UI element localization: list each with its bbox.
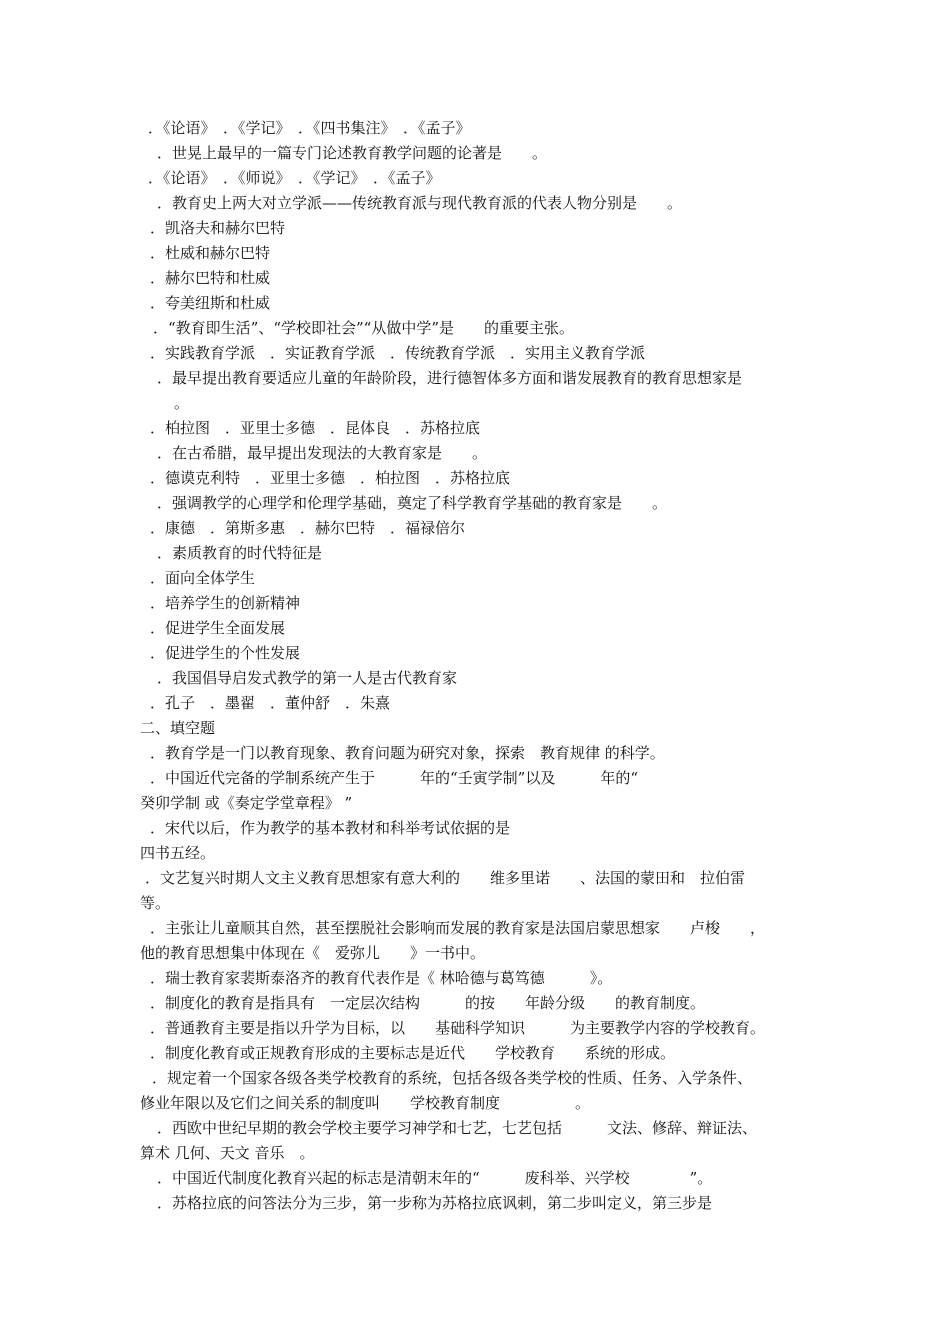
text-line: 癸卯学制 或《奏定学堂章程》 ” [140, 794, 353, 812]
text-line: ．规定着一个国家各级各类学校教育的系统，包括各级各类学校的性质、任务、入学条件、 [152, 1069, 753, 1087]
text-line: ．中国近代完备的学制系统产生于 年的“壬寅学制”以及 年的“ [150, 769, 639, 787]
text-line: ．教育史上两大对立学派——传统教育派与现代教育派的代表人物分别是 。 [157, 194, 683, 212]
text-line: ．世晃上最早的一篇专门论述教育教学问题的论著是 。 [157, 144, 548, 162]
text-line: 他的教育思想集中体现在《 爱弥儿 》一书中。 [140, 944, 486, 962]
text-line: ．凯洛夫和赫尔巴特 [150, 219, 286, 237]
text-line: ．面向全体学生 [150, 569, 256, 587]
text-line: ．制度化的教育是指具有 一定层次结构 的按 年龄分级 的教育制度。 [150, 994, 706, 1012]
text-line: ．制度化教育或正规教育形成的主要标志是近代 学校教育 系统的形成。 [150, 1044, 676, 1062]
text-line: ．《论语》 ．《学记》 ．《四书集注》 ．《孟子》 [148, 119, 471, 137]
text-line: ．杜威和赫尔巴特 [150, 244, 271, 262]
text-line: ．西欧中世纪早期的教会学校主要学习神学和七艺，七艺包括 文法、修辞、辩证法、 [157, 1119, 758, 1137]
text-line: ．苏格拉底的问答法分为三步，第一步称为苏格拉底讽刺，第二步叫定义，第三步是 [157, 1194, 713, 1212]
text-line: ．德谟克利特 ．亚里士多德 ．柏拉图 ．苏格拉底 [150, 469, 511, 487]
text-line: ．孔子 ．墨翟 ．董仲舒 ．朱熹 [150, 694, 391, 712]
text-line: ．夸美纽斯和杜威 [150, 294, 271, 312]
text-line: ．柏拉图 ．亚里士多德 ．昆体良 ．苏格拉底 [150, 419, 481, 437]
text-line: ．促进学生全面发展 [150, 619, 286, 637]
text-line: ．主张让儿童顺其自然，甚至摆脱社会影响而发展的教育家是法国启蒙思想家 卢梭 ， [150, 919, 766, 937]
text-line: ．最早提出教育要适应儿童的年龄阶段，进行德智体多方面和谐发展教育的教育思想家是 [157, 369, 743, 387]
text-line: ．培养学生的创新精神 [150, 594, 301, 612]
text-line: ．《论语》 ．《师说》 ．《学记》 ．《孟子》 [148, 169, 441, 187]
text-line: ．中国近代制度化教育兴起的标志是清朝末年的“ 废科举、兴学校 ”。 [157, 1169, 713, 1187]
text-line: 四书五经。 [140, 844, 216, 862]
text-line: 算术 几何、天文 音乐 。 [140, 1144, 315, 1162]
text-line: ．促进学生的个性发展 [150, 644, 301, 662]
text-line: ．赫尔巴特和杜威 [150, 269, 271, 287]
text-line: ．素质教育的时代特征是 [157, 544, 323, 562]
text-line: ．在古希腊，最早提出发现法的大教育家是 。 [157, 444, 488, 462]
text-line: ．教育学是一门以教育现象、教育问题为研究对象，探索 教育规律 的科学。 [150, 744, 665, 762]
text-line: 修业年限以及它们之间关系的制度叫 学校教育制度 。 [140, 1094, 591, 1112]
text-line: ．普通教育主要是指以升学为目标，以 基础科学知识 为主要教学内容的学校教育。 [150, 1019, 766, 1037]
text-line: ．文艺复兴时期人文主义教育思想家有意大利的 维多里诺 、法国的蒙田和 拉伯雷 [145, 869, 746, 887]
text-line: ．实践教育学派 ．实证教育学派 ．传统教育学派 ．实用主义教育学派 [150, 344, 646, 362]
text-line: ．宋代以后，作为教学的基本教材和科举考试依据的是 [150, 819, 511, 837]
text-line: 。 [174, 394, 190, 412]
text-line: ．“教育即生活”、“学校即社会”“从做中学”是 的重要主张。 [153, 319, 575, 337]
text-line: 二、填空题 [140, 719, 216, 737]
text-line: ．康德 ．第斯多惠 ．赫尔巴特 ．福禄倍尔 [150, 519, 466, 537]
text-line: ．强调教学的心理学和伦理学基础，奠定了科学教育学基础的教育家是 。 [157, 494, 668, 512]
text-line: ．我国倡导启发式教学的第一人是古代教育家 [157, 669, 458, 687]
text-line: ．瑞士教育家裴斯泰洛齐的教育代表作是《 林哈德与葛笃德 》。 [150, 969, 613, 987]
text-line: 等。 [140, 894, 171, 912]
